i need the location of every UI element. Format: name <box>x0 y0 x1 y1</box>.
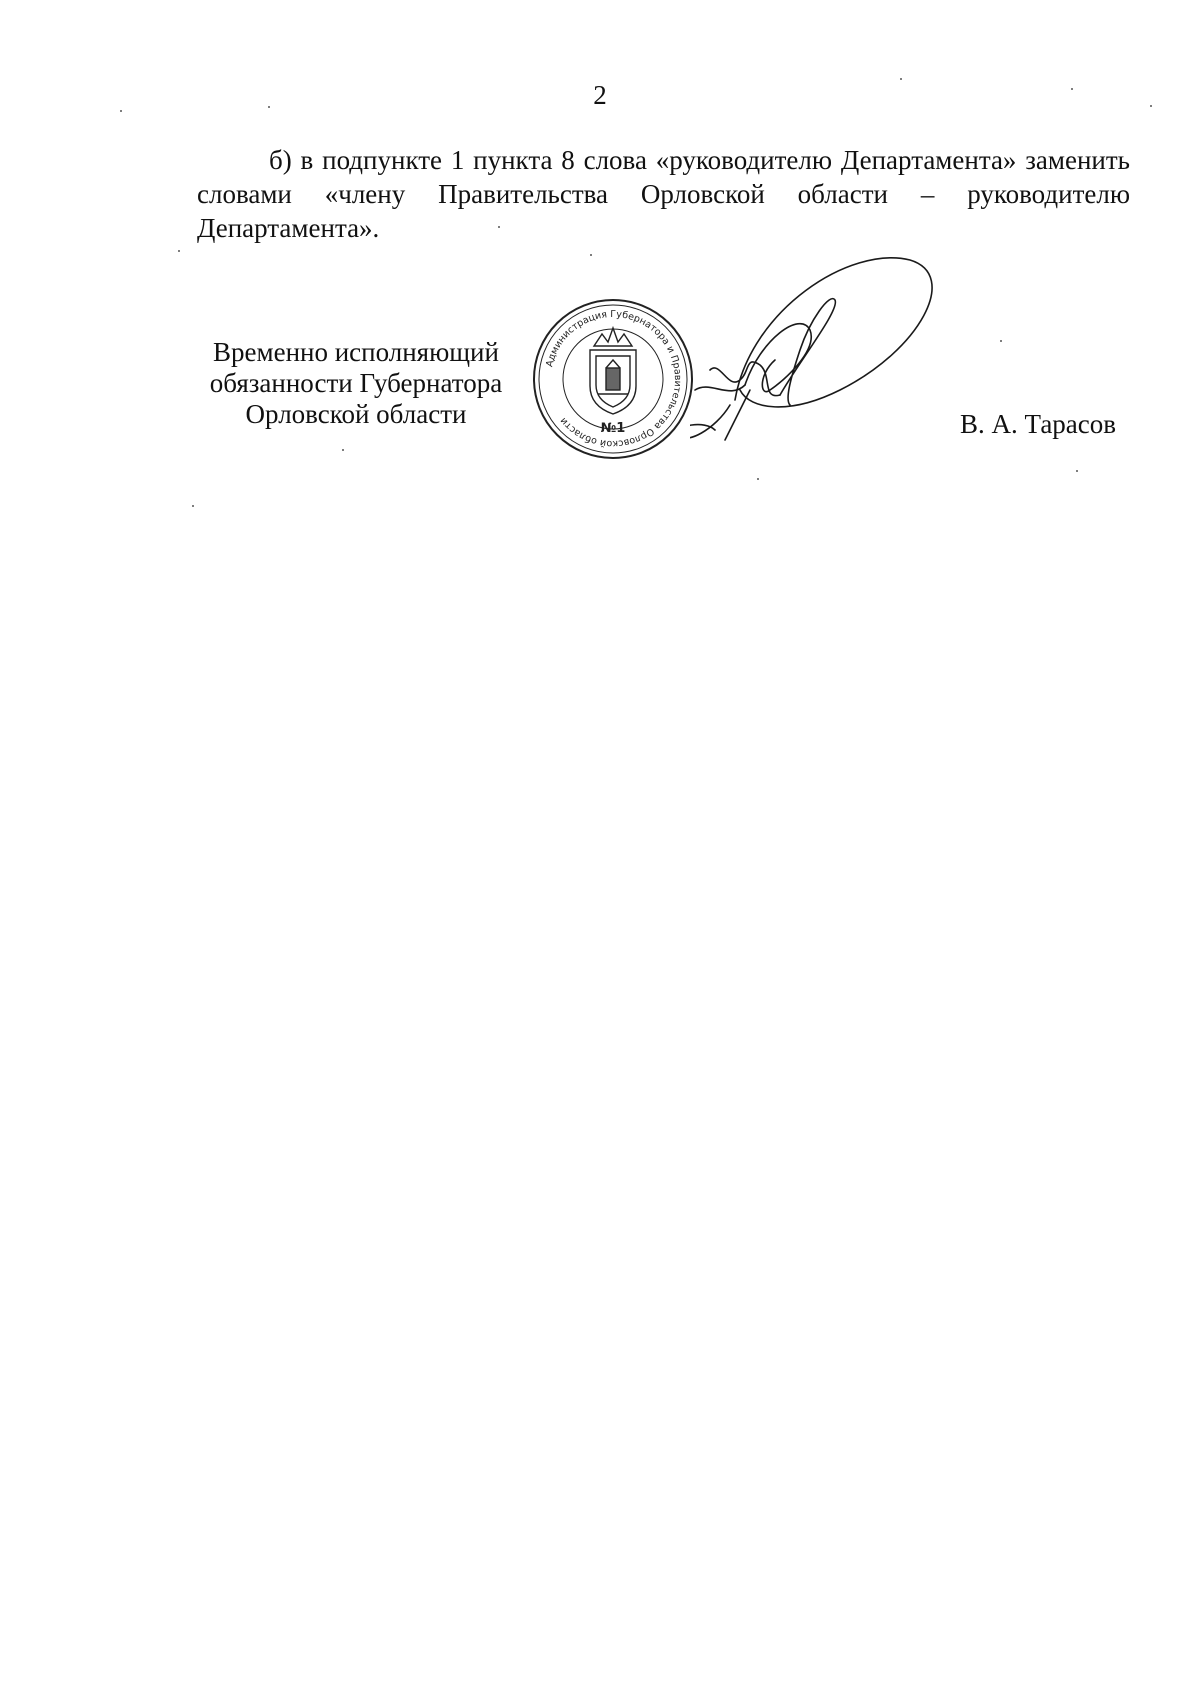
scan-speck <box>757 478 759 480</box>
scan-speck <box>1150 105 1152 107</box>
scan-speck <box>900 78 902 80</box>
scan-speck <box>1076 470 1078 472</box>
signer-title-line-1: Временно исполняющий <box>213 337 499 367</box>
scan-speck <box>498 226 500 228</box>
signer-title-line-2: обязанности Губернатора <box>209 368 503 398</box>
scan-speck <box>590 254 592 256</box>
scan-speck <box>178 250 180 252</box>
official-seal-icon <box>532 298 694 460</box>
seal-ring-text: Администрация Губернатора и Правительства Орловской области <box>544 308 684 450</box>
scan-speck <box>342 449 344 451</box>
seal-number: №1 <box>600 421 626 436</box>
scan-speck <box>120 110 122 112</box>
scan-speck <box>1000 340 1002 342</box>
coat-of-arms-icon <box>590 328 636 414</box>
scan-speck <box>192 505 194 507</box>
handwritten-signature-icon <box>690 240 960 490</box>
page-number: 2 <box>593 80 607 110</box>
scan-speck <box>1071 88 1073 90</box>
signer-name: В. А. Тарасов <box>960 409 1117 439</box>
scan-speck <box>268 106 270 108</box>
signer-title-line-3: Орловской области <box>245 399 467 429</box>
signer-title <box>186 337 526 430</box>
amendment-paragraph: б) в подпункте 1 пункта 8 слова «руководителю Департамента» заменить словами «члену Правительства Орловской области – руководителю Департамента». <box>197 145 1130 243</box>
